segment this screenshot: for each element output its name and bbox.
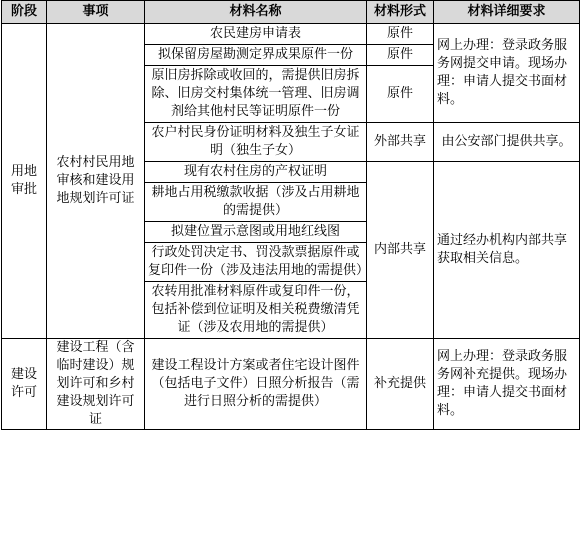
header-stage: 阶段 [2, 1, 47, 24]
material-name-cell: 现有农村住房的产权证明 [145, 162, 367, 183]
requirement-cell: 网上办理：登录政务服务网提交申请。现场办理：申请人提交书面材料。 [434, 24, 580, 123]
header-material-requirement: 材料详细要求 [434, 1, 580, 24]
material-name-cell: 拟建位置示意图或用地红线图 [145, 222, 367, 243]
materials-table [1, 0, 580, 430]
requirement-cell: 由公安部门提供共享。 [434, 123, 580, 162]
stage-cell: 建设许可 [2, 339, 47, 430]
material-name-cell: 农民建房申请表 [145, 24, 367, 45]
table-header-row [2, 1, 580, 24]
header-material-form: 材料形式 [367, 1, 434, 24]
material-form-cell: 外部共享 [367, 123, 434, 162]
stage-cell: 用地审批 [2, 24, 47, 339]
material-name-cell: 行政处罚决定书、罚没款票据原件或复印件一份（涉及违法用地的需提供） [145, 243, 367, 282]
material-form-cell: 内部共享 [367, 162, 434, 339]
material-name-cell: 农转用批准材料原件或复印件一份，包括补偿到位证明及相关税费缴清凭证（涉及农用地的需提供） [145, 282, 367, 339]
material-form-cell: 补充提供 [367, 339, 434, 430]
material-form-cell: 原件 [367, 24, 434, 45]
requirement-cell: 网上办理：登录政务服务网补充提供。现场办理：申请人提交书面材料。 [434, 339, 580, 430]
material-name-cell: 拟保留房屋勘测定界成果原件一份 [145, 45, 367, 66]
material-form-cell: 原件 [367, 45, 434, 66]
item-cell: 建设工程（含临时建设）规划许可和乡村建设规划许可证 [47, 339, 145, 430]
material-form-cell: 原件 [367, 66, 434, 123]
table-row [2, 24, 580, 45]
material-name-cell: 原旧房拆除或收回的，需提供旧房拆除、旧房交村集体统一管理、旧房调剂给其他村民等证明原件一份 [145, 66, 367, 123]
table-row [2, 339, 580, 430]
header-item: 事项 [47, 1, 145, 24]
material-name-cell: 农户村民身份证明材料及独生子女证明（独生子女） [145, 123, 367, 162]
header-material-name: 材料名称 [145, 1, 367, 24]
material-name-cell: 耕地占用税缴款收据（涉及占用耕地的需提供） [145, 183, 367, 222]
material-name-cell: 建设工程设计方案或者住宅设计图件（包括电子文件）日照分析报告（需进行日照分析的需提供） [145, 339, 367, 430]
item-cell: 农村村民用地审核和建设用地规划许可证 [47, 24, 145, 339]
requirement-cell: 通过经办机构内部共享获取相关信息。 [434, 162, 580, 339]
